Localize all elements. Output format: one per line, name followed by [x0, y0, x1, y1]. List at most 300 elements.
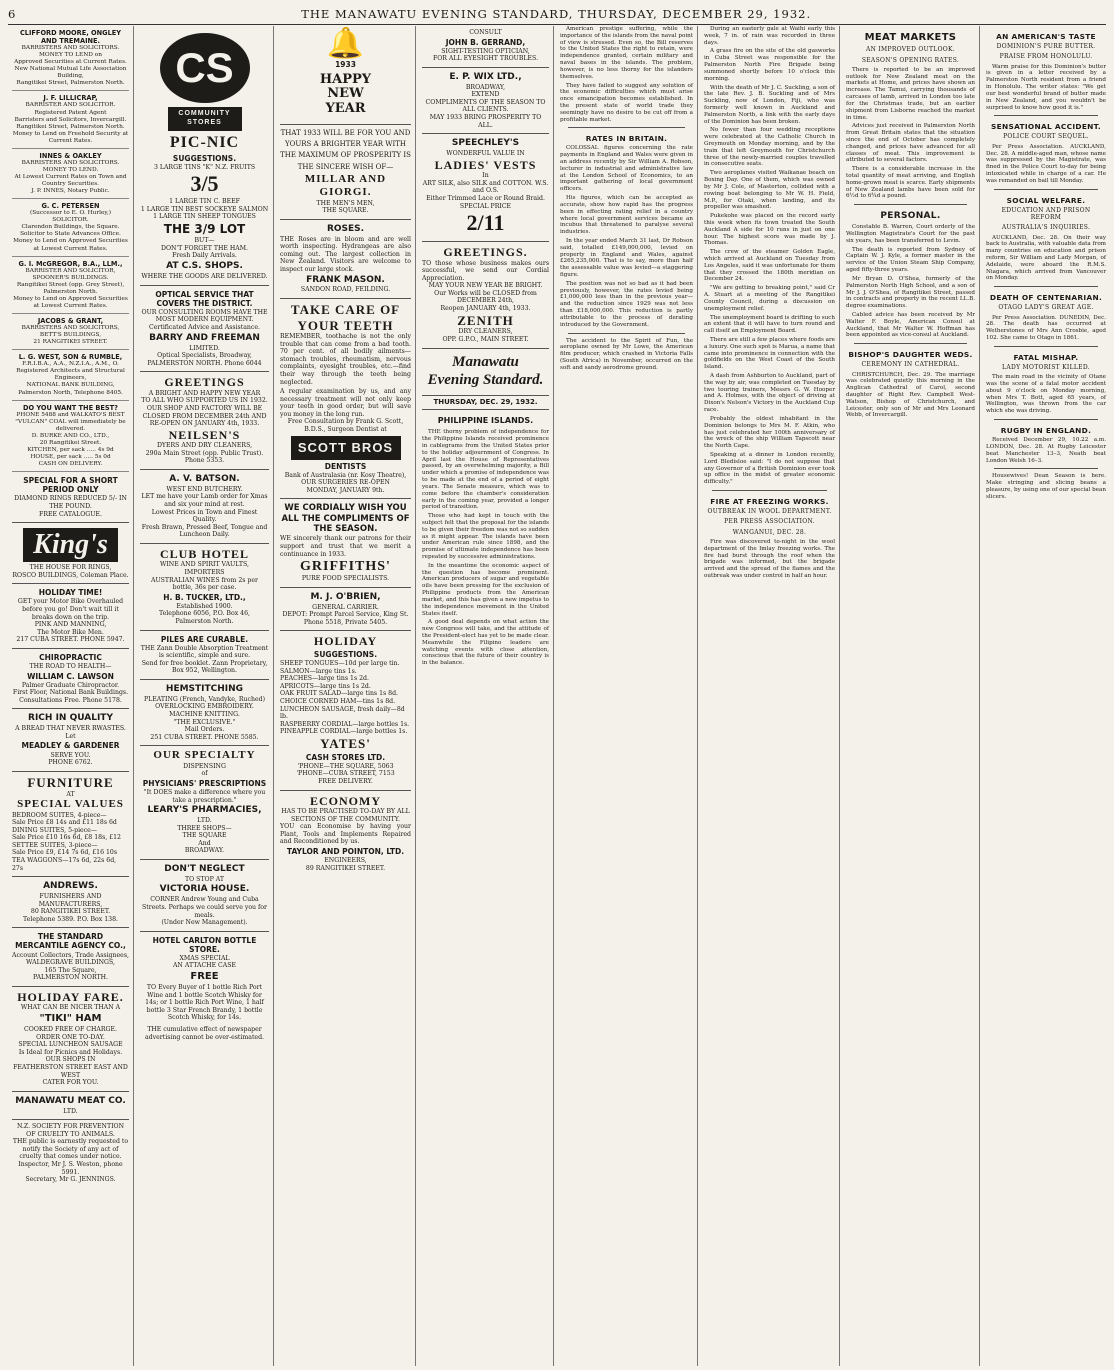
- professional-card: [12, 257, 129, 314]
- mercantile-title: THE STANDARD MERCANTILE AGENCY CO.,: [15, 932, 126, 951]
- rugby-headline: RUGBY IN ENGLAND.: [1000, 426, 1092, 436]
- card-line: Clarendon Buildings, the Square.: [21, 224, 120, 231]
- neilsens-title: NEILSEN'S: [168, 427, 241, 442]
- wish-title: WE CORDIALLY WISH YOU ALL THE COMPLIMENTS OF THE SEASON.: [281, 503, 410, 535]
- hem-line-3: "THE EXCLUSIVE.": [173, 718, 236, 726]
- community-stores-ad: [140, 26, 269, 286]
- holiday-fare-line-4: SPECIAL LUNCHEON SAUSAGE: [18, 1041, 123, 1049]
- speechley-line-3: ART SILK, also SILK and COTTON. W.S. and O.S.: [422, 179, 549, 195]
- economy-ad: [280, 791, 411, 877]
- card-line: Rangitikei Street, Palmerston North.: [16, 80, 125, 87]
- picnic-line2-2: 1 LARGE TIN SHEEP TONGUES: [153, 213, 256, 221]
- paragraph: "We are getting to breaking point," said Cr A. Stuart at a meeting of the Rangitikei County Council, during a discussion on unemployment relief.: [704, 285, 835, 312]
- speechley-line-4: Either Trimmed Lace or Round Braid.: [426, 195, 545, 203]
- professional-cards: [12, 26, 129, 472]
- economy-line-2: TAYLOR AND POINTON, LTD.: [286, 846, 405, 856]
- leary-line-0: LTD.: [197, 817, 212, 825]
- holiday-fare-title: HOLIDAY FARE.: [17, 989, 124, 1004]
- scott-line-0: Bank of Australasia (nr. Kosy Theatre),: [284, 471, 407, 479]
- club-line-5: Telephone 6056, P.O. Box 46,: [159, 610, 250, 618]
- greetings-line-0: A BRIGHT AND HAPPY NEW YEAR: [148, 389, 261, 397]
- card-line: SOLICITOR.: [52, 217, 89, 224]
- dentists-label: DENTISTS: [324, 461, 367, 471]
- gerrand-title: JOHN B. GERRAND,: [445, 37, 526, 47]
- card-line: J. P. INNES, Notary Public.: [31, 188, 110, 195]
- carlton-line-3: TO Every Buyer of 1 bottle Rich Port Wine and 1 bottle Scotch Whisky for 14s; or 1 bottle Rich Port Wine, 1 half bottle 3 Star French Brandy, 1 bottle Scotch Whisky, for 14s.: [145, 984, 264, 1022]
- yates-ad: [280, 631, 411, 790]
- card-line: Palmerston North, Telephone 8405.: [18, 389, 123, 396]
- professional-card: [12, 314, 129, 350]
- price-line: PEACHES—large tins 1s 2d.: [280, 675, 369, 683]
- prescriptions: PHYSICIANS' PRESCRIPTIONS: [142, 778, 267, 788]
- professional-card: [12, 91, 129, 148]
- andrews-title: ANDREWS.: [43, 881, 98, 892]
- card-line: Registered Architects and Structural Engineers,: [16, 368, 125, 382]
- mercantile-ad: [12, 928, 129, 987]
- furniture-subtitle: AT: [66, 790, 75, 798]
- picnic-line2-1: 1 LARGE TIN BEST SOCKEYE SALMON: [140, 205, 269, 213]
- speechley-line-1: LADIES' VESTS: [434, 157, 537, 172]
- card-name: DO YOU WANT THE BEST?: [23, 403, 118, 412]
- optical-ad: [140, 286, 269, 373]
- chiropractic-line-3: First Floor, National Bank Buildings.: [12, 689, 129, 697]
- greetings-title: GREETINGS: [164, 375, 245, 390]
- andrews-line-1: 80 RANGITIKEI STREET.: [30, 908, 111, 916]
- carlton-title: HOTEL CARLTON BOTTLE STORE.: [152, 935, 257, 954]
- chiropractic-line-1: WILLIAM C. LAWSON: [27, 671, 114, 681]
- picnic-at-cs: AT C.S. SHOPS.: [166, 261, 243, 272]
- hem-line-4: Mail Orders.: [184, 726, 225, 734]
- paragraph: A good deal depends on what action the new Congress will take, and the attitude of the President-elect has yet to be made clear. Meanwhile the Filipino leaders are watching events with close attention, conscious that the future of their country is in the balance.: [422, 619, 549, 667]
- paragraph: Cabled advice has been received by Mr Walter F. Boyle, American Consul at Auckland, that Mr Walter W. Hoffman has been appointed as vice-consul at Auckland.: [846, 311, 975, 339]
- millar-ad: [280, 125, 411, 220]
- club-line-1: IMPORTERS: [184, 569, 225, 577]
- cs-logo: CS: [160, 33, 250, 103]
- spca-line-2: Inspector, Mr J. S. Weston, phone 5991.: [18, 1161, 123, 1176]
- praise-sub: PRAISE FROM HONOLULU.: [999, 53, 1093, 61]
- wix-title: E. P. WIX LTD.,: [449, 71, 522, 82]
- spca-line-1: THE public is earnestly requested to notify the Society of any act of cruelty that comes under notice.: [12, 1138, 129, 1161]
- yates-title: YATES': [320, 735, 371, 751]
- victoria-title: DON'T NEGLECT: [164, 863, 245, 874]
- price-line: APRICOTS—large tins 1s 2d.: [280, 682, 371, 690]
- hem-line-2: MACHINE KNITTING.: [169, 711, 240, 719]
- kings-logo: King's: [23, 528, 118, 562]
- year-number: 1933: [335, 60, 356, 69]
- card-line: MONEY TO LEND on: [39, 52, 102, 59]
- meat-body: [846, 67, 975, 200]
- economy-line-1: YOU can Economise by having your Plant, Tools and Implements Repaired and Reconditioned by us.: [280, 823, 411, 846]
- special-offer-ad: [12, 472, 129, 523]
- batson-title: A. V. BATSON.: [169, 473, 240, 484]
- paragraph: Advices just received in Palmerston North from Great Britain states that the situation since the end of October has completely changed, and prices have advanced for all classes of meat. This improvement is attributed to several factors.: [846, 123, 975, 164]
- holiday-title: HOLIDAY: [313, 634, 378, 649]
- professional-card: [12, 401, 129, 473]
- optical-title: OPTICAL SERVICE THAT COVERS THE DISTRICT.: [155, 289, 254, 308]
- card-line: New National Mutual Life Association Building,: [14, 66, 127, 80]
- speechley-title: SPEECHLEY'S: [451, 138, 520, 149]
- card-line: Barristers and Solicitors, Invercargill.: [14, 116, 127, 123]
- card-line: Rangitikei Street (opp. Grey Street), Palmerston North.: [16, 281, 125, 295]
- card-name: INNES & OAKLEY: [39, 151, 102, 160]
- paragraph: The death is reported from Sydney of Captain W. J. Kyle, a former master in the service of the Union Steam Ship Company, aged fifty-three years.: [846, 246, 975, 274]
- spirit-paragraph: The accident to the Spirit of Fun, the aeroplane owned by Mr Lowe, the American film producer, which crashed in Victoria Falls (South Africa) in November, occurred on the soft and sandy aerodrome ground.: [560, 337, 693, 371]
- holiday-fare-line-2: COOKED FREE OF CHARGE.: [24, 1026, 117, 1034]
- column-8: [982, 26, 1110, 1366]
- fatal-text: The main road in the vicinity of Otane was the scene of a fatal motor accident about 9 o'clock on Monday morning, when Mrs T. Bott, aged 65 years, of Wellington, was thrown from the car which she was driving.: [986, 374, 1106, 415]
- price-line: LUNCHEON SAUSAGE, fresh daily—8d lb.: [280, 705, 405, 721]
- happy-new-year-ad: [280, 26, 411, 125]
- andrews-line-2: Telephone 5389. P.O. Box 138.: [23, 915, 118, 923]
- rich-quality-line-1: Let: [65, 732, 76, 740]
- card-name: CLIFFORD MOORE, ONGLEY AND TREMAINE.: [19, 29, 122, 46]
- happy-text: HAPPY: [319, 72, 372, 88]
- american-headline: AN AMERICAN'S TASTE: [996, 32, 1096, 41]
- neilsens-line-2: Phone 5353.: [184, 457, 225, 465]
- rich-quality-line-2: MEADLEY & GARDENER: [21, 741, 120, 751]
- paragraph: The unemployment board is drifting to such an extent that it will have to turn round and call itself an Employment Board.: [704, 314, 835, 335]
- greetings-neilsens-ad: [140, 372, 269, 470]
- victoria-title2: TO STOP AT: [185, 875, 224, 883]
- victoria-ad: [140, 860, 269, 932]
- sensational-headline: SENSATIONAL ACCIDENT.: [991, 122, 1101, 132]
- gerrand-line-0: SIGHT-TESTING OPTICIAN,: [441, 47, 530, 55]
- victoria-line-0: CORNER Andrew Young and Cuba Streets. Perhaps we could serve you for meals.: [142, 896, 267, 919]
- carlton-line-0: XMAS SPECIAL: [179, 954, 230, 962]
- obrien-title: M. J. O'BRIEN,: [310, 591, 381, 602]
- fatal-headline: FATAL MISHAP.: [1013, 352, 1079, 362]
- rich-quality-title: RICH IN QUALITY: [28, 713, 113, 724]
- furniture-line-2: DINING SUITES, 5-piece—: [12, 826, 98, 834]
- holiday-time-line-3: 217 CUBA STREET. PHONE 5947.: [16, 636, 125, 644]
- batson-line-1: LET me have your Lamb order for Xmas and six your mind at rest.: [141, 493, 268, 509]
- spca-notice: [12, 1120, 129, 1188]
- card-name: L. G. WEST, SON & RUMBLE,: [18, 353, 123, 362]
- teeth-text: REMEMBER, toothache is not the only trouble that can come from a bad tooth. 70 per cent. of all bodily ailments—stomach troubles, rheumatism, nervous complaints, eyesight troubles, etc.—find their way through the teeth being neglected.: [280, 333, 411, 386]
- paragraph: Those who had kept in touch with the subject felt that the proposal for the islands to be given their freedom was not so sudden as it might appear. The islands have been under American rule since 1898, and the promise of ultimate independence has been repeated by successive administrations.: [422, 513, 549, 561]
- card-line: Registered Patent Agent: [34, 109, 107, 116]
- wix-line-2: COMPLIMENTS OF THE SEASON TO ALL CLIENTS.: [425, 98, 546, 114]
- yates-title2: CASH STORES LTD.: [305, 752, 386, 762]
- specialty-title: OUR SPECIALTY: [153, 749, 256, 762]
- otago-sub: OTAGO LADY'S GREAT AGE.: [998, 304, 1094, 312]
- mason-line-0: SANDON ROAD, FEILDING.: [300, 286, 391, 294]
- greet-line-1: Our Works will be CLOSED from DECEMBER 24th,: [434, 289, 537, 305]
- holiday-fare-line-5: Is Ideal for Picnics and Holidays.: [18, 1048, 123, 1056]
- editorial-body: [422, 429, 549, 667]
- bell-icon: 🔔: [326, 26, 365, 61]
- holiday-time-ad: [12, 584, 129, 649]
- club-hotel-ad: [140, 544, 269, 631]
- millar-title: MILLAR AND GIORGI.: [304, 172, 387, 199]
- bishop-sub: CEREMONY IN CATHEDRAL.: [861, 361, 960, 369]
- greet-title: GREETINGS.: [443, 244, 528, 259]
- holiday-time-title: HOLIDAY TIME!: [38, 588, 103, 598]
- card-line: 20 Rangitikei Street.: [39, 439, 102, 446]
- card-line: 21 RANGITIKEI STREET.: [33, 339, 108, 346]
- card-line: HOUSE, per sack ..... 5s 0d: [30, 453, 111, 460]
- mercantile-line-1: WALDEGRAVE BUILDINGS,: [26, 959, 115, 967]
- welfare-text: AUCKLAND, Dec. 28. On their way back to Australia, with valuable data from many countries on education and prison reform, Sir William and Lady Morgan, of Adelaide, were aboard the R.M.S. Niagara, which arrived from Vancouver on Monday.: [986, 234, 1106, 282]
- professional-card: [12, 199, 129, 256]
- card-line: BARRISTERS AND SOLICITORS.: [21, 159, 120, 166]
- holiday-fare-line-6: OUR SHOPS IN: [45, 1056, 96, 1064]
- cs-badge: COMMUNITY STORES: [168, 107, 242, 131]
- holiday-fare-line-3: ORDER ONE TO-DAY.: [36, 1033, 105, 1041]
- yates-line-1: 'PHONE—CUBA STREET, 7153: [296, 770, 395, 778]
- meat-co-ad: [12, 1092, 129, 1121]
- card-line: BARRISTERS AND SOLICITORS.: [21, 45, 120, 52]
- special-offer-title: SPECIAL FOR A SHORT PERIOD ONLY: [23, 476, 118, 495]
- paragraph: There are still a few places where foods are a luxury. One such spot is Marua, a name that came into prominence in connection with the goldfields on the West Coast of the South Island.: [704, 336, 835, 371]
- teeth-title: TAKE CARE OF YOUR TEETH: [290, 302, 401, 333]
- police-text: Per Press Association. AUCKLAND, Dec. 28. A middle-aged man, whose name was suppressed by the Magistrate, was fined in the Police Court to-day for being intoxicated while in charge of a car. He was remanded on bail till Monday.: [986, 143, 1106, 184]
- housewives-text: Housewives! Dean Season is here. Make stringing and slicing beans a pleasure, by using one of our special bean slicers.: [986, 473, 1106, 500]
- meat-seasons: SEASON'S OPENING RATES.: [861, 56, 960, 64]
- economy-line-0: HAS TO BE PRACTISED TO-DAY BY ALL SECTIONS OF THE COMMUNITY.: [281, 808, 410, 823]
- column-1: [8, 26, 134, 1366]
- price-line: SHEEP TONGUES—10d per large tin.: [280, 660, 400, 668]
- leary-line-3: And: [198, 839, 211, 847]
- dominion-sub: DOMINION'S PURE BUTTER.: [996, 43, 1096, 51]
- leary-line-1: THREE SHOPS—: [177, 824, 232, 832]
- police-sub: POLICE COURT SEQUEL.: [1003, 133, 1089, 141]
- card-line: BARRISTER AND SOLICITOR,: [25, 267, 116, 274]
- card-line: Rangitikei Street, Palmerston North.: [16, 123, 125, 130]
- hemstitching-ad: [140, 680, 269, 746]
- piles-ad: [140, 631, 269, 680]
- mercantile-line-3: PALMERSTON NORTH.: [32, 974, 109, 982]
- yates-price-list: [280, 660, 411, 736]
- hem-line-5: 251 CUBA STREET. PHONE 5585.: [150, 733, 259, 741]
- greet-line-2: Reopen JANUARY 4th, 1933.: [440, 304, 531, 312]
- meat-co-sub: LTD.: [63, 1107, 78, 1115]
- paragraph: A dash from Ashburton to Auckland, part of the way by air, was completed on Tuesday by two touring trainers, Messrs G. W. Hooper and A. Holmes, with the object of driving at Dixon's Nelson's Victory in the Auckland Cup race.: [704, 373, 835, 414]
- holiday-fare-ad: [12, 987, 129, 1092]
- barry-title: BARRY AND FREEMAN: [149, 332, 260, 343]
- chiropractic-title: CHIROPRACTIC: [39, 652, 102, 662]
- picnic-but: BUT—: [194, 237, 215, 245]
- card-line: Money to Lend on Approved Securities at Lowest Current Rates.: [13, 295, 128, 309]
- paragraph: Speaking at a dinner in London recently, Lord Bledisloe said: "I do not suppose that any Governor of a British Dominion ever took up office in the midst of greater economic difficulty.": [704, 451, 835, 486]
- meat-improved: AN IMPROVED OUTLOOK.: [866, 46, 955, 54]
- club-line-0: WINE AND SPIRIT VAULTS,: [159, 561, 249, 569]
- holiday-fare-line-1: "TIKI" HAM: [39, 1013, 102, 1025]
- professional-card: [12, 350, 129, 400]
- price-line: CHOICE CORNED HAM—tins 1s 8d.: [280, 698, 396, 705]
- holiday-fare-line-7: FEATHERSTON STREET EAST AND WEST: [13, 1064, 128, 1079]
- education-sub: EDUCATION AND PRISON REFORM: [1001, 206, 1091, 221]
- wix-line-1: EXTEND: [471, 91, 500, 99]
- chiropractic-line-4: Consultations Free. Phone 5178.: [19, 696, 122, 704]
- paragraph: There is reported to be an improved outlook for New Zealand meat on the markets at Home, and prices have shown an increase. The Tamui, carrying thousands of carcases of lamb, arrived in London too late for the Christmas trade, but an earlier shipment from Lisborne reached the market in time.: [846, 66, 975, 121]
- rich-quality-ad: [12, 709, 129, 771]
- wix-ad: [422, 68, 549, 134]
- millar-line-0: THE MEN'S MEN,: [316, 199, 375, 207]
- dispensing: DISPENSING: [183, 762, 226, 770]
- card-line: KITCHEN, per sack ..... 4s 9d: [27, 446, 114, 453]
- barry-line-2: PALMERSTON NORTH. Phone 6044: [147, 359, 262, 367]
- rich-quality-line-0: A BREAD THAT NEVER RWASTES.: [15, 725, 126, 733]
- meat-co-title: MANAWATU MEAT CO.: [15, 1095, 126, 1106]
- paragraph: During an easterly gale at Waihi early this week, 7 in. of rain was recorded in three days.: [704, 26, 835, 46]
- gerrand-line-1: FOR ALL EYESIGHT TROUBLES.: [432, 55, 539, 63]
- special-price-label: SPECIAL PRICE: [459, 202, 512, 210]
- economy-line-3: ENGINEERS,: [324, 857, 367, 865]
- yates-line-0: 'PHONE—THE SQUARE, 5063: [297, 762, 394, 770]
- special-offer-line-0: DIAMOND RINGS REDUCED 5/- IN THE POUND.: [14, 495, 127, 510]
- carlton-ad: [140, 932, 269, 1046]
- fire-dateline: PER PRESS ASSOCIATION.: [724, 518, 815, 526]
- card-name: G. C. PETERSEN: [41, 202, 100, 211]
- card-name: J. F. LILLICRAP,: [43, 94, 98, 103]
- paragraph: Mr Bryan D. O'Shea, formerly of the Palmerston North High School, and a son of Mr J. J. O'Shea, of Rangitikei Street, passed in contracts and property in the recent LL.B. degree examinations.: [846, 275, 975, 310]
- card-line: BARRISTERS AND SOLICITORS,: [21, 325, 120, 332]
- special-price-amount: 2/11: [466, 210, 505, 236]
- piles-line-1: Send for free booklet. Zann Proprietary, Box 952, Wellington.: [141, 659, 268, 675]
- batson-line-2: Lowest Prices in Town and Finest Quality.: [151, 508, 258, 524]
- spca-line-0: N.Z. SOCIETY FOR PREVENTION OF CRUELTY TO ANIMALS.: [16, 1123, 125, 1138]
- column-4: [418, 26, 554, 1366]
- personal-headline: PERSONAL.: [880, 211, 941, 222]
- that-1933: THAT 1933 WILL BE FOR YOU AND YOURS A BRIGHTER YEAR WITH THE MAXIMUM OF PROSPERITY IS THE SINCERE WISH OF—: [280, 129, 411, 171]
- rich-quality-line-3: SERVE YOU.: [50, 751, 91, 759]
- furniture-line-6: TEA WAGGONS—17s 6d, 22s 6d, 27s: [12, 856, 117, 872]
- paragraph: THE thorny problem of independence for the Philippine Islands received prominence in cablegrams from the United States prior to the holiday adjournment of Congress. In April last the House of Representatives passed, by an overwhelming majority, a Bill under which a promise of independence was to be made at the end of a period of eight years. The Senate measure, which was to come before the chamber's consideration early in the coming year, provided a longer period of transition.: [422, 429, 549, 511]
- picnic-line-0: 3 LARGE TINS "K" N.Z. FRUITS: [153, 163, 256, 171]
- obrien-ad: [280, 588, 411, 632]
- columns: [8, 26, 1108, 1366]
- club-line-2: AUSTRALIAN WINES from 2s per bottle, 36s per case.: [151, 576, 258, 592]
- scott-line-2: MONDAY, JANUARY 9th.: [306, 486, 385, 494]
- picnic-price: 3/5: [190, 171, 219, 197]
- hem-title: HEMSTITCHING: [165, 683, 244, 694]
- centenarian-text: Per Press Association. DUNEDIN, Dec. 28. The death has occurred at Wetherstones of Mrs Ann Crosbie, aged 102. She came to Otago in 1861.: [986, 314, 1106, 341]
- card-line: CASH ON DELIVERY.: [38, 461, 103, 468]
- paragraph: There is a considerable increase in the total quantity of meat arriving, and English home-grown meat is scarce. Early shipments of New Zealand lambs have been sold for 6½d to 6¾d a pound.: [846, 166, 975, 200]
- batson-ad: [140, 470, 269, 544]
- holiday-time-line-2: The Motor Bike Men.: [37, 628, 104, 636]
- bishop-headline: BISHOP'S DAUGHTER WEDS.: [848, 350, 973, 360]
- paragraph: COLOSSAL figures concerning the rate payments in England and Wales were given in an address recently by Sir William A. Robson, lecturer in industrial and administrative law at the London School of Economics, to an important gathering of local government officers.: [560, 145, 693, 193]
- holiday-title2: SUGGESTIONS.: [313, 650, 378, 660]
- optical-line-0: OUR CONSULTING ROOMS HAVE THE MOST MODERN EQUIPMENT.: [141, 308, 268, 324]
- speechley-line-2: In: [482, 172, 489, 180]
- piles-line-0: THE Zann Double Absorption Treatment is scientific, simple and sure.: [140, 644, 269, 660]
- furniture-big: SPECIAL VALUES: [17, 798, 124, 811]
- zenith-title: ZENITH: [457, 312, 514, 328]
- card-line: F.R.I.B.A., A.A., N.Z.I.A., A.M., O.: [22, 361, 119, 368]
- griffiths-title: GRIFFITHS': [300, 559, 391, 575]
- butter-text: Warm praise for this Dominion's butter is given in a letter received by a Palmerston North resident from a friend in Honolulu. The writer states: "We get our best wonderful brand of butter made in New Zealand, and you wouldn't be surprised to know how good it is.": [986, 63, 1106, 111]
- paragraph: American prestige suffering, while the importance of the islands from the naval point of view is stressed. Even so, the Bill reserves to the United States the right to retain, were independence granted, certain military and naval bases in the islands. The problem, however, is no less thorny for the islanders themselves.: [560, 26, 693, 80]
- club-title: CLUB HOTEL: [159, 546, 250, 561]
- zenith-line-1: OPP. G.P.O., MAIN STREET.: [442, 335, 529, 343]
- holiday-fare-line-8: CATER FOR YOU.: [42, 1079, 99, 1087]
- column-2: [136, 26, 274, 1366]
- furniture-line-0: BEDROOM SUITES, 4-piece—: [12, 811, 107, 819]
- paragraph: They have failed to suggest any solution of the economic difficulties which must arise once emancipation becomes established. In the present state of world trade they seemingly have no desire to be cut off from a profitable market.: [560, 82, 693, 123]
- fire-headline: FIRE AT FREEZING WORKS.: [710, 497, 829, 506]
- price-line: PINEAPPLE CORDIAL—large bottles 1s.: [280, 728, 408, 736]
- paragraph: His figures, which can be accepted as accurate, show how rapid has the progress been in effecting rating relief in a country where local government services became an incubus that threatened to paralyse several industries.: [560, 195, 693, 236]
- furniture-line-4: SETTEE SUITES, 3-piece—: [12, 841, 98, 849]
- obrien-line-0: GENERAL CARRIER.: [312, 603, 379, 611]
- masthead: [8, 6, 1106, 25]
- masthead-title: THE MANAWATU EVENING STANDARD, THURSDAY, DECEMBER 29, 1932.: [301, 7, 812, 21]
- personal-body: [846, 224, 975, 339]
- editorial-masthead-2: Evening Standard.: [427, 371, 544, 388]
- price-line: SALMON—large tins 1s.: [280, 667, 357, 675]
- card-line: D. BURKE AND CO., LTD.,: [31, 432, 110, 439]
- card-line: BARRISTER AND SOLICITOR.: [25, 102, 116, 109]
- mercantile-line-0: Account Collectors, Trade Assignees,: [12, 951, 129, 959]
- rates-headline: RATES IN BRITAIN.: [585, 134, 668, 144]
- griffiths-ad: [280, 499, 411, 587]
- club-line-6: Palmerston North.: [175, 618, 234, 625]
- zenith-ad: [422, 242, 549, 349]
- optical-line-1: Certificated Advice and Assistance.: [148, 323, 260, 331]
- victoria-line-1: (Under New Management).: [161, 919, 248, 927]
- rates-body: [560, 145, 693, 328]
- scott-logo: SCOTT BROS: [291, 436, 401, 460]
- card-name: JACOBS & GRANT,: [37, 317, 104, 325]
- barry-line-1: Optical Specialists, Broadway,: [157, 352, 252, 360]
- editorial-masthead-1: Manawatu: [452, 353, 519, 370]
- chiropractic-ad: [12, 649, 129, 710]
- card-line: SPOONER'S BUILDINGS.: [32, 274, 109, 281]
- column-7: [842, 26, 980, 1366]
- neilsens-line-0: DYERS AND DRY CLEANERS,: [156, 442, 253, 450]
- card-line: BETT'S BUILDINGS,: [39, 332, 102, 339]
- barry-line-0: LIMITED.: [189, 344, 220, 352]
- rugby-text: Received December 29, 10.22 a.m. LONDON, Dec. 28. At Rugby Leicester beat Manchester 13–3, Neath beat London Welsh 16–3.: [986, 437, 1106, 464]
- chiropractic-line-2: Palmer Graduate Chiropractor.: [21, 681, 120, 689]
- mercantile-line-2: 165 The Square,: [44, 966, 97, 974]
- inquiries-sub: AUSTRALIA'S INQUIRIES.: [1001, 224, 1091, 232]
- card-line: MONEY TO LEND.: [42, 166, 99, 173]
- scott-line-1: OUR SURGERIES RE-OPEN: [301, 479, 390, 487]
- kings-line-1: ROSCO BUILDINGS, Coleman Place.: [12, 571, 129, 579]
- greet-line-0: MAY YOUR NEW YEAR BE BRIGHT.: [428, 282, 543, 290]
- professional-card: [12, 149, 129, 199]
- dispensing-of: of: [201, 770, 208, 778]
- economy-line-4: 89 RANGITIKEI STREET.: [305, 864, 386, 872]
- andrews-ad: [12, 877, 129, 928]
- card-line: Money to Lend on Approved Securities at Lowest Current Rates.: [13, 238, 128, 252]
- card-line: Money to Lend on Freehold Security at Current Rates.: [12, 130, 129, 144]
- bishop-text: CHRISTCHURCH, Dec. 29. The marriage was celebrated quietly this morning in the Anglican Cathedral of Carol, second daughter of Right Rev. Campbell West-Watson, Bishop of Christchurch, and Leicester, only son of Mr and Mrs Leonard Webb, of Invercargill.: [846, 371, 975, 419]
- new-text: NEW: [327, 86, 364, 102]
- roses-ad: [280, 220, 411, 299]
- difference: "It DOES make a difference where you take a prescription.": [143, 788, 266, 804]
- furniture-line-3: Sale Price £10 16s 6d, £8 18s, £12: [12, 834, 121, 842]
- neilsens-line-1: 290a Main Street (opp. Public Trust).: [145, 449, 264, 457]
- editorial-continued: [560, 26, 693, 123]
- paragraph: Probably the oldest inhabitant in the Dominion belongs to Mrs M. F. Atkin, who has just celebrated her 100th anniversary of the wreck of the ship William Tapscott near the North Cape.: [704, 415, 835, 450]
- price-line: OAK FRUIT SALAD—large tins 1s 8d.: [280, 690, 399, 698]
- yates-line-2: FREE DELIVERY.: [318, 777, 373, 785]
- column-5: [556, 26, 698, 1366]
- professional-card: [12, 26, 129, 91]
- carlton-line-2: FREE: [190, 971, 219, 983]
- roses-text: THE Roses are in bloom and are well worth inspecting. Hydrangeas are also coming out. The largest collection in New Zealand. Visitors are welcome to inspect our large stock.: [280, 235, 411, 273]
- leary-ad: [140, 746, 269, 860]
- hem-line-0: PLEATING (French, Vandyke, Ruched): [143, 695, 265, 703]
- picnic-title: PIC-NIC: [169, 134, 240, 151]
- paragraph: The position was not so bad as it had been previously, however, the rates levied being £1,000,000 less than in the previous year—and the reduction since 1929 was not less than £18,000,000. This reduction is partly attributable to the process of derating introduced by the Government.: [560, 280, 693, 328]
- scott-note: Free Consultation by Frank G. Scott, B.D.S., Surgeon Dentist at: [287, 418, 404, 433]
